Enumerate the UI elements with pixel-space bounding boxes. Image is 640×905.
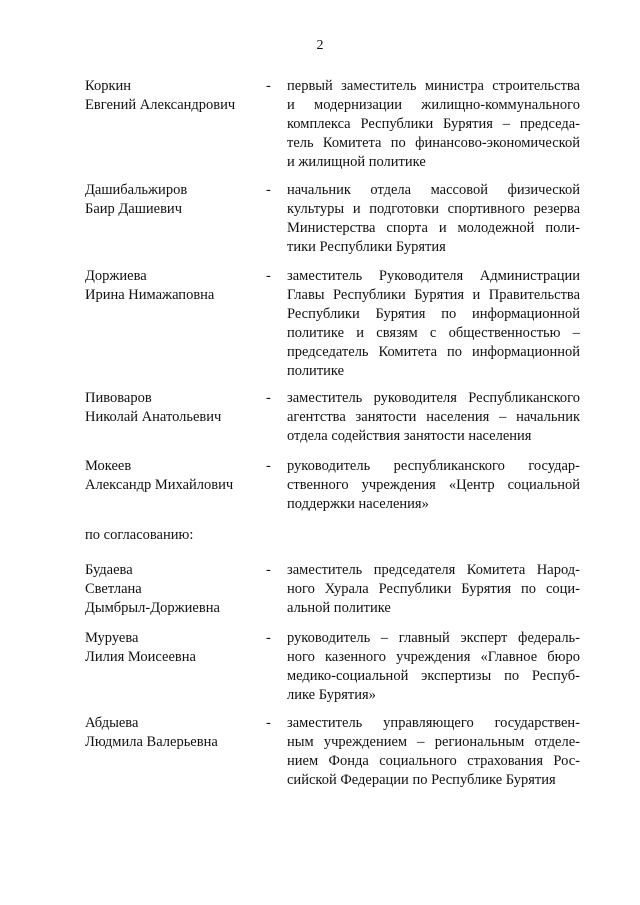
- position-line: руководитель республиканского государ-: [287, 458, 580, 474]
- member-given-name: Евгений Александрович: [85, 97, 236, 113]
- position-line: и жилищной политике: [287, 154, 426, 170]
- member-position: [287, 181, 580, 257]
- member-name: [85, 457, 260, 495]
- position-line: тель Комитета по финансово-экономической: [287, 135, 580, 151]
- member-position: [287, 561, 580, 618]
- position-line: политике: [287, 363, 345, 379]
- position-line: начальник отдела массовой физической: [287, 182, 580, 198]
- position-line: заместитель управляющего государствен-: [287, 715, 580, 731]
- position-line: Республики Бурятия по информационной: [287, 306, 580, 322]
- member-given-name: Баир Дашиевич: [85, 201, 182, 217]
- member-surname: Пивоваров: [85, 390, 152, 406]
- member-given-name: Светлана: [85, 581, 142, 597]
- position-line: нием Фонда социального страхования Рос-: [287, 753, 580, 769]
- position-line: Главы Республики Бурятия и Правительства: [287, 287, 580, 303]
- member-surname: Муруева: [85, 630, 139, 646]
- member-name: [85, 267, 260, 305]
- position-line: и модернизации жилищно-коммунального: [287, 97, 580, 113]
- member-given-name: Ирина Нимажаповна: [85, 287, 215, 303]
- position-line: политике и связям с общественностью –: [287, 325, 580, 341]
- member-given-name: Александр Михайлович: [85, 477, 234, 493]
- separator-dash: -: [266, 182, 271, 198]
- position-line: председатель Комитета по информационной: [287, 344, 580, 360]
- member-patronymic: Дымбрыл-Доржиевна: [85, 600, 220, 616]
- member-surname: Доржиева: [85, 268, 147, 284]
- member-surname: Дашибальжиров: [85, 182, 188, 198]
- position-line: отдела содействия занятости населения: [287, 428, 532, 444]
- separator-dash: -: [266, 562, 271, 578]
- separator-dash: -: [266, 390, 271, 406]
- member-name: [85, 714, 260, 752]
- member-surname: Будаева: [85, 562, 133, 578]
- member-surname: Абдыева: [85, 715, 139, 731]
- position-line: заместитель председателя Комитета Народ-: [287, 562, 580, 578]
- position-line: заместитель Руководителя Администрации: [287, 268, 580, 284]
- separator-dash: -: [266, 268, 271, 284]
- member-position: [287, 629, 580, 705]
- position-line: первый заместитель министра строительства: [287, 78, 580, 94]
- member-surname: Коркин: [85, 78, 132, 94]
- position-line: лике Бурятия»: [287, 687, 376, 703]
- position-line: ного Хурала Республики Бурятия по соци-: [287, 581, 580, 597]
- section-label: по согласованию:: [85, 527, 194, 543]
- position-line: ственного учреждения «Центр социальной: [287, 477, 580, 493]
- member-given-name: Лилия Моисеевна: [85, 649, 196, 665]
- separator-dash: -: [266, 78, 271, 94]
- member-position: [287, 77, 580, 172]
- member-given-name: Людмила Валерьевна: [85, 734, 218, 750]
- member-position: [287, 389, 580, 446]
- position-line: ным учреждением – региональным отделе-: [287, 734, 580, 750]
- position-line: агентства занятости населения – начальник: [287, 409, 580, 425]
- separator-dash: -: [266, 458, 271, 474]
- position-line: поддержки населения»: [287, 496, 429, 512]
- position-line: сийской Федерации по Республике Бурятия: [287, 772, 556, 788]
- position-line: Министерства спорта и молодежной поли-: [287, 220, 580, 236]
- member-position: [287, 714, 580, 790]
- position-line: руководитель – главный эксперт федераль-: [287, 630, 580, 646]
- position-line: альной политике: [287, 600, 391, 616]
- position-line: культуры и подготовки спортивного резерва: [287, 201, 580, 217]
- position-line: тики Республики Бурятия: [287, 239, 446, 255]
- position-line: ного казенного учреждения «Главное бюро: [287, 649, 580, 665]
- member-name: [85, 77, 260, 115]
- member-given-name: Николай Анатольевич: [85, 409, 222, 425]
- member-name: [85, 389, 260, 427]
- page-number: 2: [316, 38, 324, 53]
- position-line: медико-социальной экспертизы по Респуб-: [287, 668, 580, 684]
- separator-dash: -: [266, 630, 271, 646]
- member-position: [287, 267, 580, 381]
- position-line: комплекса Республики Бурятия – председа-: [287, 116, 580, 132]
- member-name: [85, 181, 260, 219]
- member-position: [287, 457, 580, 514]
- separator-dash: -: [266, 715, 271, 731]
- position-line: заместитель руководителя Республиканского: [287, 390, 580, 406]
- member-name: [85, 629, 260, 667]
- member-name: [85, 561, 260, 618]
- member-surname: Мокеев: [85, 458, 132, 474]
